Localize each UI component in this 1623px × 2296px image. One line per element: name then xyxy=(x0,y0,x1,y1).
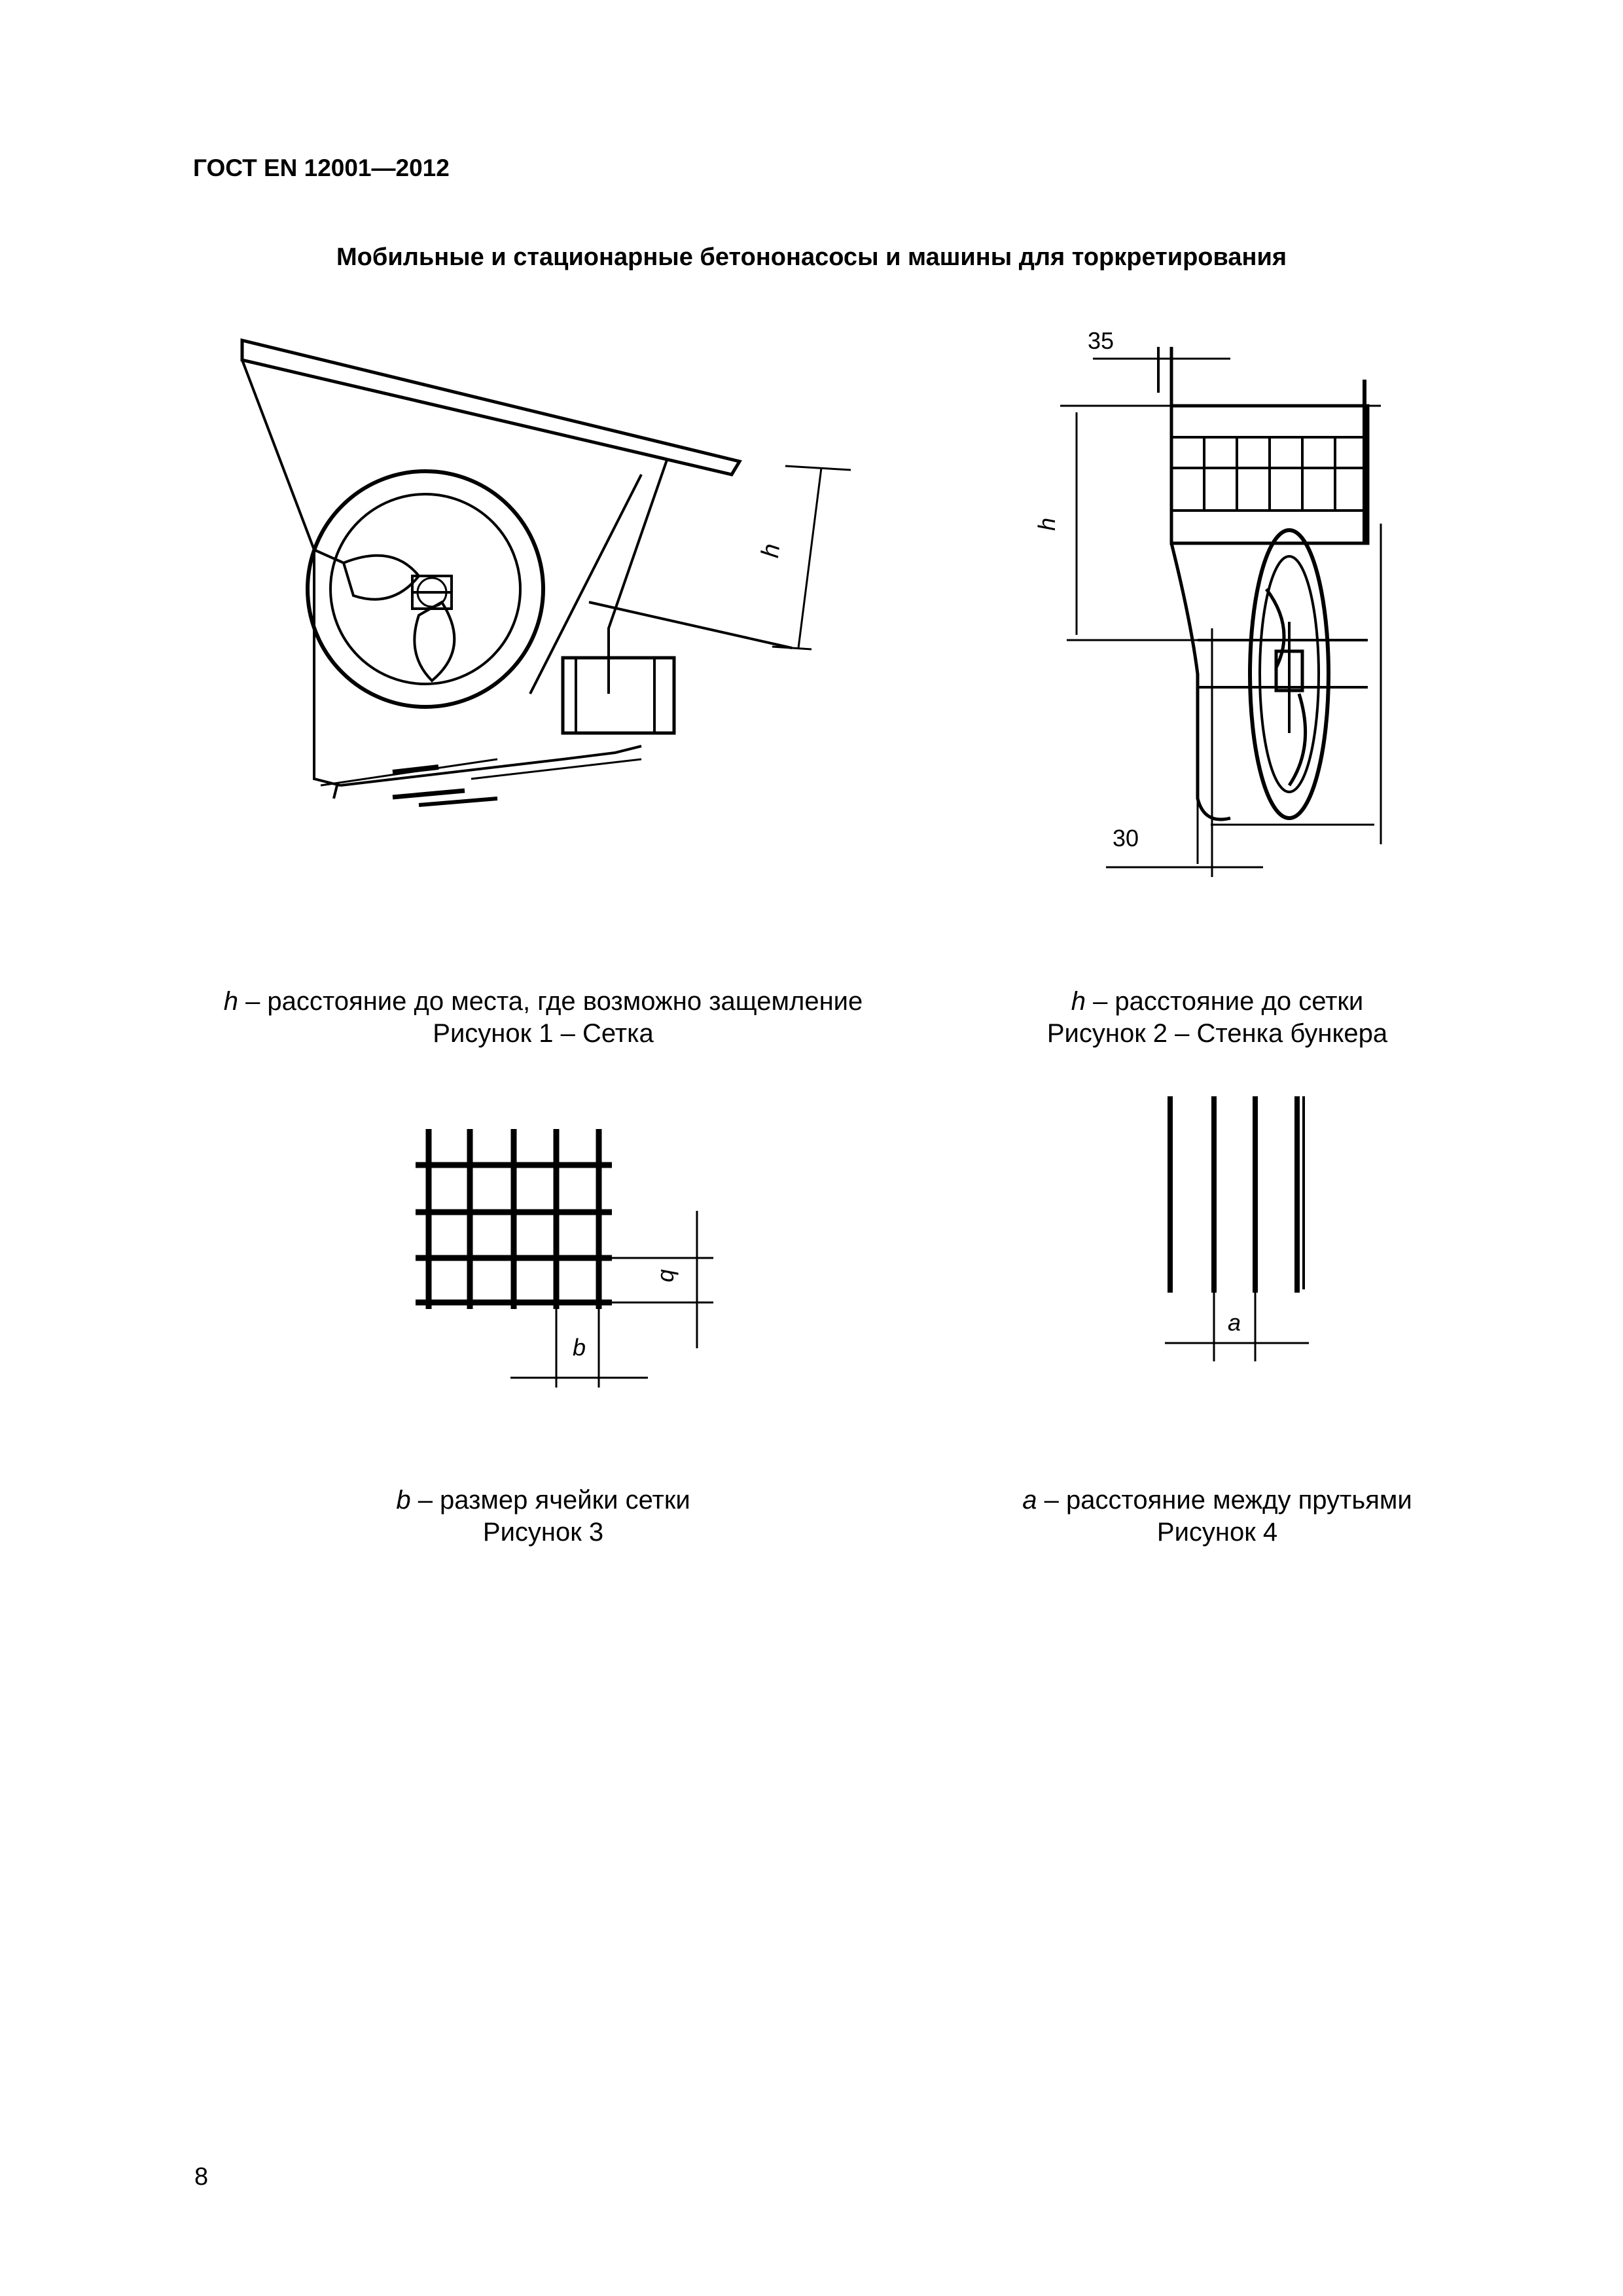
page-number: 8 xyxy=(194,2163,209,2191)
figure-1-caption: Рисунок 1 – Сетка xyxy=(433,1019,654,1048)
figure-3-mesh-drawing xyxy=(393,1113,733,1401)
dimension-label-35: 35 xyxy=(1088,327,1115,354)
figure-1-caption-block xyxy=(223,986,864,1050)
figure-2-legend xyxy=(1008,986,1427,1018)
dimension-label-h: h xyxy=(1033,517,1061,531)
figure-2-hopper-wall-drawing xyxy=(1033,327,1394,890)
figure-4-legend xyxy=(982,1484,1453,1516)
figure-1-legend xyxy=(223,986,864,1018)
dimension-label-a: a xyxy=(1228,1309,1241,1336)
legend-text: – расстояние до места, где возможно защемление xyxy=(238,987,863,1016)
dimension-label-b-horizontal: b xyxy=(573,1334,586,1361)
legend-text: – расстояние между прутьями xyxy=(1037,1486,1412,1515)
figure-3-caption-block xyxy=(353,1484,733,1549)
figure-3-legend xyxy=(353,1484,733,1516)
legend-symbol: h xyxy=(223,987,238,1016)
dimension-label-30: 30 xyxy=(1113,825,1139,852)
figure-4-caption: Рисунок 4 xyxy=(1156,1518,1278,1547)
figure-3-caption: Рисунок 3 xyxy=(482,1518,604,1547)
figure-4-caption-block xyxy=(982,1484,1453,1549)
dimension-label-b-vertical: b xyxy=(656,1268,683,1283)
legend-text: – размер ячейки сетки xyxy=(410,1486,690,1515)
legend-symbol: h xyxy=(1071,987,1086,1016)
figure-1-hopper-drawing xyxy=(223,327,864,825)
legend-text: – расстояние до сетки xyxy=(1085,987,1364,1016)
figure-2-caption: Рисунок 2 – Стенка бункера xyxy=(1046,1019,1388,1048)
page-title: Мобильные и стационарные бетононасосы и машины для торкретирования xyxy=(336,243,1287,271)
figure-2-caption-block xyxy=(1008,986,1427,1050)
legend-symbol: a xyxy=(1022,1486,1037,1515)
figure-4-bars-drawing xyxy=(1152,1086,1322,1374)
dimension-label-h: h xyxy=(756,542,786,560)
legend-symbol: b xyxy=(396,1486,411,1515)
standard-id: ГОСТ EN 12001—2012 xyxy=(193,154,450,181)
